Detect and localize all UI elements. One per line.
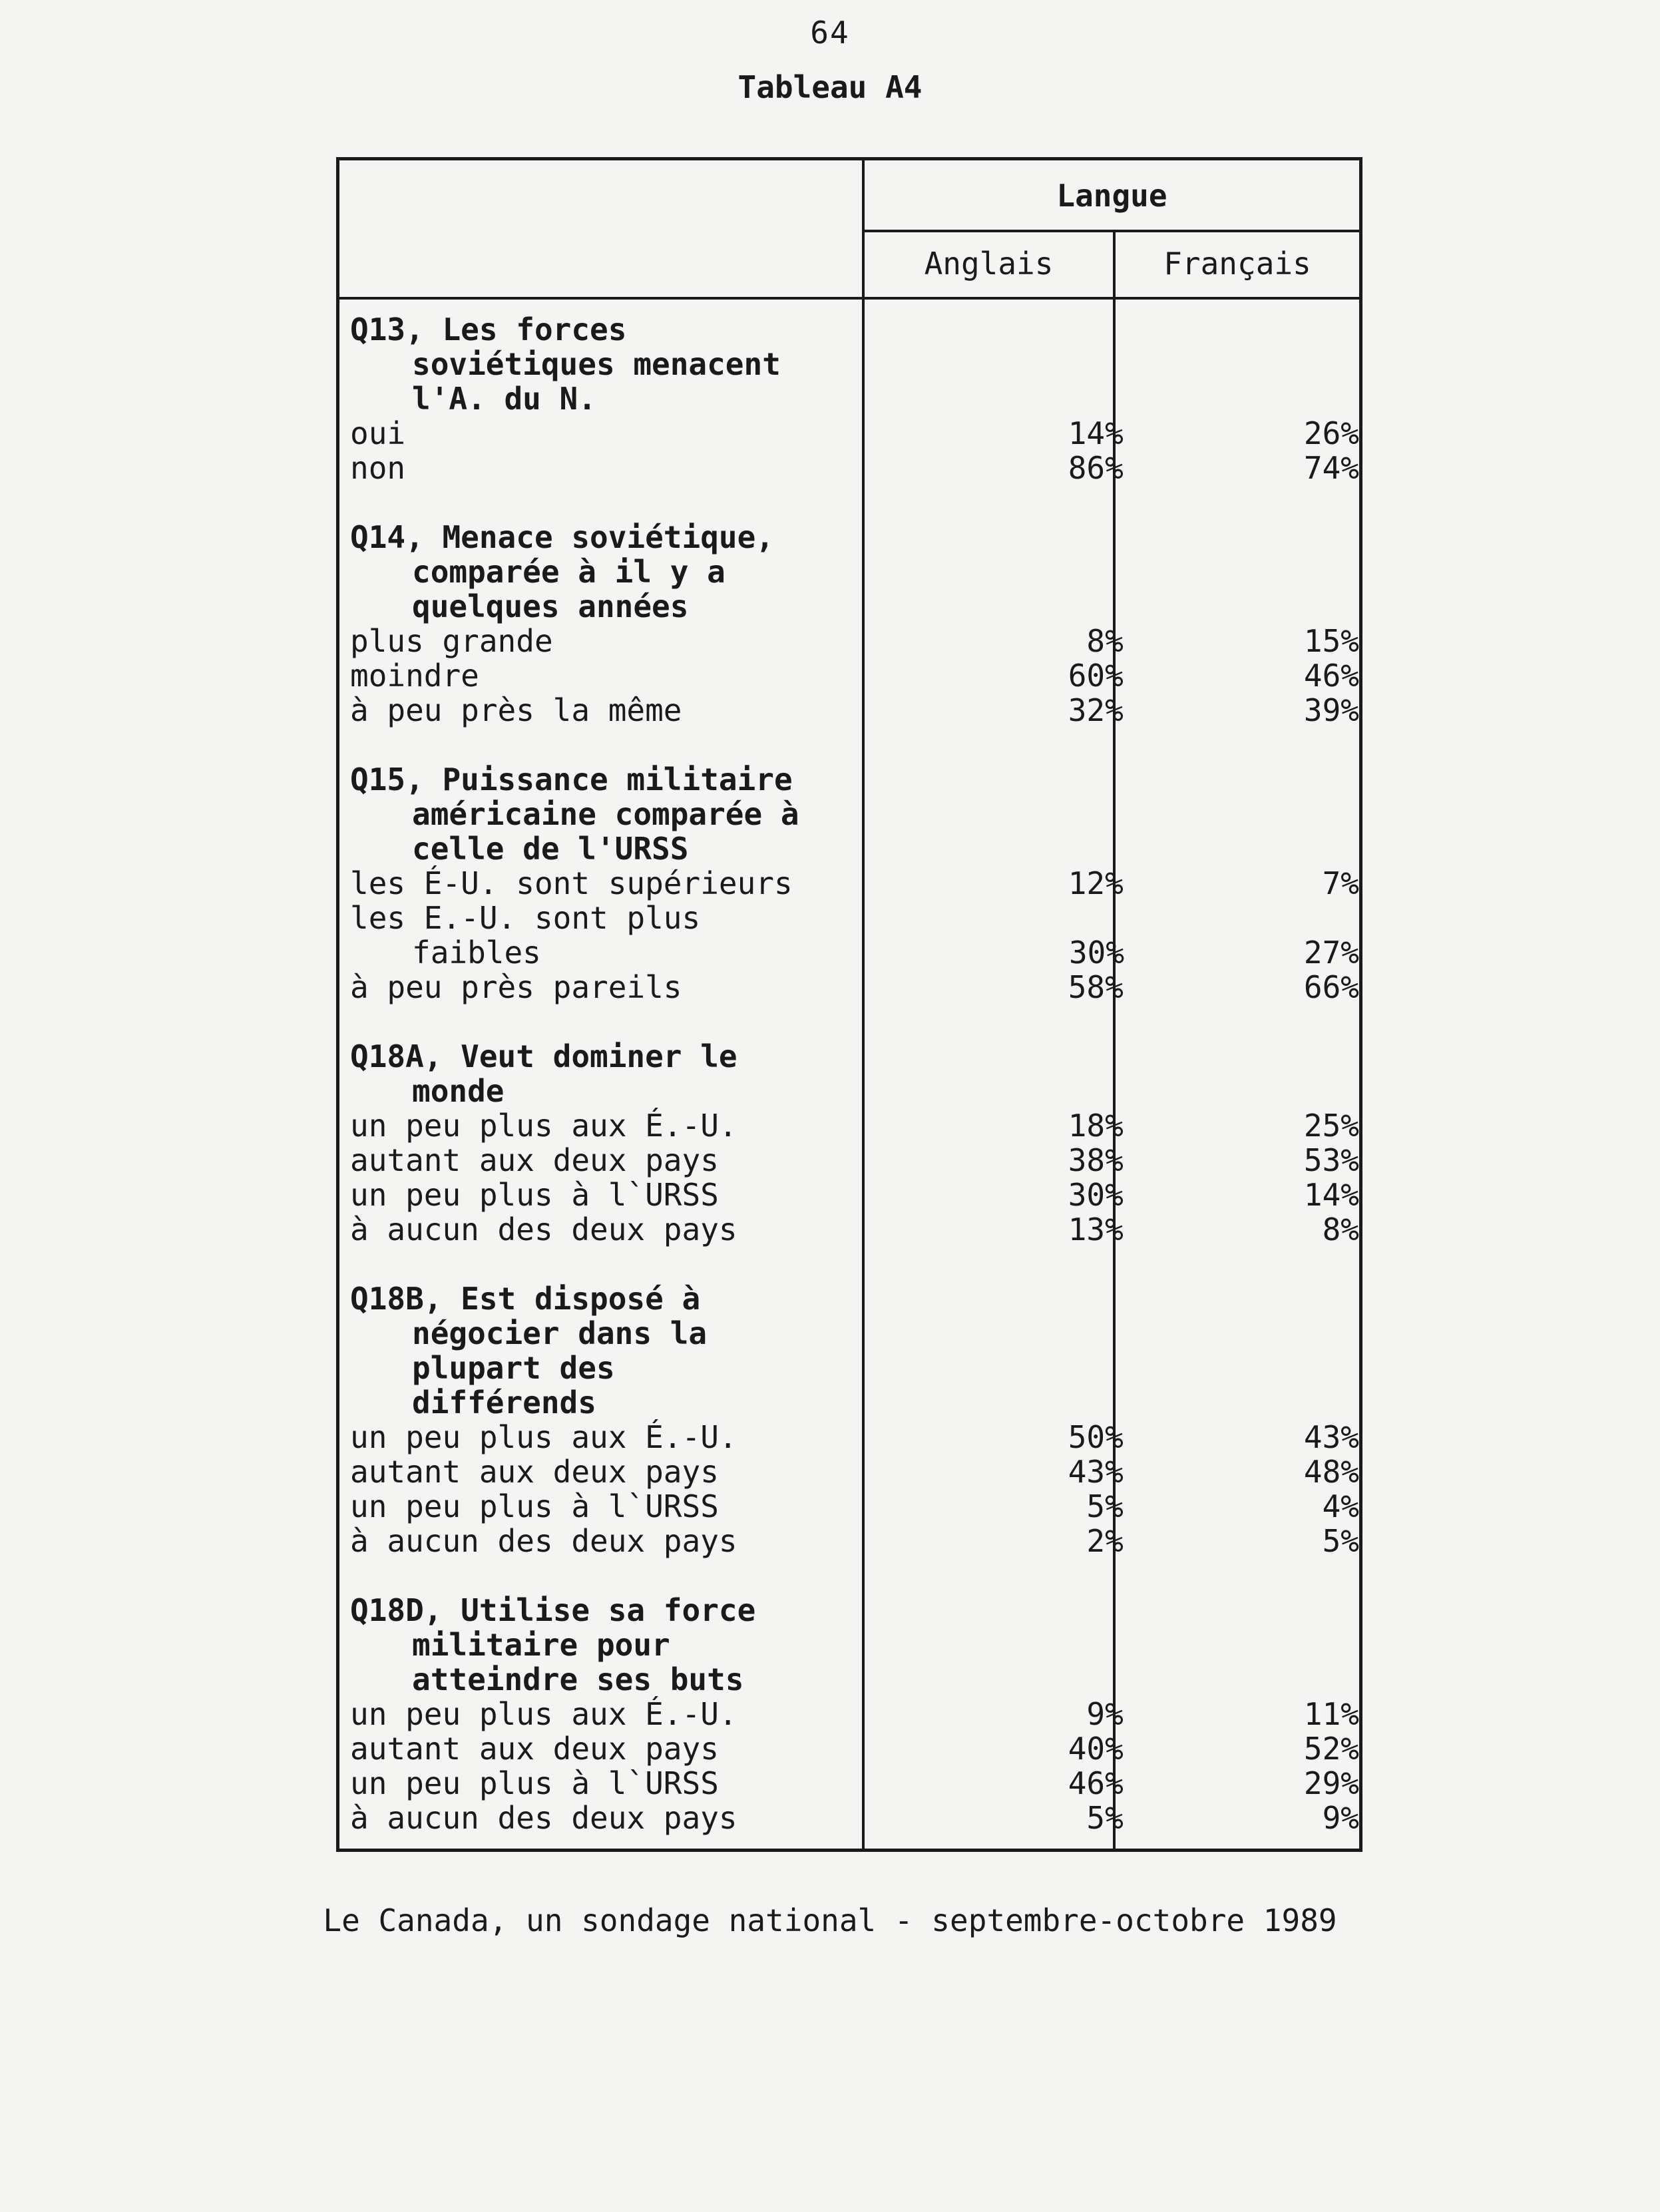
- row-label: Q13, Les forces: [350, 312, 627, 347]
- value-anglais: 38%: [1068, 1142, 1124, 1178]
- value-francais: [1124, 1628, 1359, 1662]
- value-francais: [1124, 347, 1359, 381]
- value-francais: [1124, 1593, 1359, 1628]
- value-francais: 46%: [1303, 658, 1359, 694]
- value-anglais: 32%: [1068, 692, 1124, 728]
- value-anglais: 5%: [1086, 1800, 1124, 1836]
- value-anglais: [836, 1351, 1124, 1385]
- row-label: plus grande: [350, 623, 553, 659]
- question-line: [350, 312, 1359, 347]
- value-francais: 48%: [1303, 1454, 1359, 1490]
- answer-row: [350, 1454, 1359, 1489]
- survey-table: [336, 157, 1362, 1852]
- value-anglais: 14%: [1068, 415, 1124, 451]
- value-francais: [1124, 831, 1359, 866]
- section-spacer: [350, 1247, 1359, 1281]
- table-body: [350, 312, 1359, 1835]
- row-label: plupart des: [412, 1350, 615, 1386]
- value-anglais: [834, 901, 1124, 935]
- question-line: [350, 381, 1359, 416]
- header-divider: [339, 297, 1359, 300]
- value-anglais: [834, 1039, 1124, 1074]
- header-divider: [862, 230, 1359, 232]
- value-anglais: 60%: [1068, 658, 1124, 694]
- question-line: [350, 1593, 1359, 1628]
- value-francais: 52%: [1303, 1731, 1359, 1767]
- row-label: un peu plus aux É.-U.: [350, 1108, 737, 1144]
- value-francais: 74%: [1303, 450, 1359, 486]
- question-line: [350, 831, 1359, 866]
- value-francais: 8%: [1322, 1212, 1359, 1247]
- row-label: à peu près pareils: [350, 969, 682, 1005]
- value-anglais: 86%: [1068, 450, 1124, 486]
- question-line: [350, 1385, 1359, 1420]
- value-anglais: 13%: [1068, 1212, 1124, 1247]
- answer-row: [350, 1697, 1359, 1731]
- answer-row: [350, 1178, 1359, 1212]
- value-francais: 11%: [1303, 1696, 1359, 1732]
- row-label: oui: [350, 415, 406, 451]
- value-anglais: 12%: [1068, 865, 1124, 901]
- question-line: [350, 1281, 1359, 1316]
- row-label: Q18A, Veut dominer le: [350, 1038, 737, 1074]
- row-label: militaire pour: [412, 1627, 670, 1663]
- row-label: soviétiques menacent: [412, 346, 781, 382]
- row-label: à aucun des deux pays: [350, 1212, 737, 1247]
- value-anglais: [836, 1385, 1124, 1420]
- answer-row: [350, 1766, 1359, 1801]
- row-label: un peu plus aux É.-U.: [350, 1419, 737, 1455]
- value-francais: 43%: [1303, 1419, 1359, 1455]
- answer-row: [350, 935, 1359, 970]
- value-francais: [1124, 797, 1359, 831]
- question-line: [350, 554, 1359, 589]
- value-anglais: 30%: [1068, 935, 1125, 971]
- question-line: [350, 762, 1359, 797]
- value-anglais: 5%: [1086, 1488, 1124, 1524]
- section-spacer: [350, 728, 1359, 762]
- question-line: [350, 520, 1359, 554]
- row-label: moindre: [350, 658, 479, 694]
- row-label: un peu plus aux É.-U.: [350, 1696, 737, 1732]
- row-label: quelques années: [412, 588, 689, 624]
- value-francais: 9%: [1322, 1800, 1359, 1836]
- row-label: à aucun des deux pays: [350, 1523, 737, 1559]
- row-label: monde: [412, 1073, 505, 1109]
- row-label: celle de l'URSS: [412, 831, 689, 867]
- value-francais: 7%: [1322, 865, 1359, 901]
- row-label: autant aux deux pays: [350, 1142, 719, 1178]
- value-francais: 66%: [1303, 969, 1359, 1005]
- row-label: à aucun des deux pays: [350, 1800, 737, 1836]
- value-anglais: [834, 1281, 1124, 1316]
- value-francais: [1124, 554, 1359, 589]
- value-anglais: 30%: [1068, 1177, 1124, 1213]
- row-label: Q15, Puissance militaire: [350, 762, 793, 797]
- value-francais: [1124, 1385, 1359, 1420]
- value-anglais: [834, 520, 1124, 554]
- value-anglais: 2%: [1086, 1523, 1124, 1559]
- row-label: différends: [412, 1385, 596, 1421]
- value-francais: [1124, 762, 1359, 797]
- question-line: [350, 1662, 1359, 1697]
- row-label: Q18D, Utilise sa force: [350, 1592, 756, 1628]
- row-label: un peu plus à l`URSS: [350, 1488, 719, 1524]
- column-group-header: Langue: [1056, 178, 1167, 214]
- row-label: les E.-U. sont plus: [350, 900, 701, 936]
- question-line: [350, 1316, 1359, 1351]
- value-francais: 29%: [1303, 1765, 1359, 1801]
- value-francais: [1124, 381, 1359, 416]
- value-anglais: [836, 797, 1124, 831]
- answer-row: [350, 1489, 1359, 1524]
- value-francais: 5%: [1322, 1523, 1359, 1559]
- value-anglais: 43%: [1068, 1454, 1124, 1490]
- value-francais: [1124, 312, 1359, 347]
- page-number: 64: [810, 15, 850, 51]
- question-line: [350, 1074, 1359, 1108]
- value-anglais: [834, 762, 1124, 797]
- value-anglais: [836, 1074, 1124, 1108]
- row-label: un peu plus à l`URSS: [350, 1177, 719, 1213]
- row-label: l'A. du N.: [412, 381, 596, 417]
- answer-row: [350, 624, 1359, 658]
- question-line: [350, 589, 1359, 624]
- answer-row: [350, 1731, 1359, 1766]
- value-francais: [1124, 1074, 1359, 1108]
- answer-row: [350, 1108, 1359, 1143]
- value-anglais: 8%: [1086, 623, 1124, 659]
- value-anglais: [836, 554, 1124, 589]
- value-francais: 15%: [1303, 623, 1359, 659]
- row-label: américaine comparée à: [412, 796, 799, 832]
- question-line: [350, 1628, 1359, 1662]
- answer-row: [350, 1801, 1359, 1835]
- question-line: [350, 1351, 1359, 1385]
- row-label: autant aux deux pays: [350, 1731, 719, 1767]
- row-label: comparée à il y a: [412, 554, 726, 590]
- value-francais: [1124, 1281, 1359, 1316]
- answer-row: [350, 1420, 1359, 1454]
- answer-row: [350, 901, 1359, 935]
- value-anglais: [834, 1593, 1124, 1628]
- answer-row: [350, 451, 1359, 485]
- value-anglais: 50%: [1068, 1419, 1124, 1455]
- row-label: à peu près la même: [350, 692, 682, 728]
- row-label: faibles: [412, 935, 541, 971]
- row-label: non: [350, 450, 406, 486]
- row-label: Q18B, Est disposé à: [350, 1281, 701, 1317]
- value-anglais: [836, 589, 1124, 624]
- row-label: atteindre ses buts: [412, 1661, 744, 1697]
- answer-row: [350, 866, 1359, 901]
- value-francais: 14%: [1303, 1177, 1359, 1213]
- row-label: autant aux deux pays: [350, 1454, 719, 1490]
- row-label: un peu plus à l`URSS: [350, 1765, 719, 1801]
- section-spacer: [350, 1004, 1359, 1039]
- value-anglais: [836, 831, 1124, 866]
- value-anglais: [836, 1662, 1124, 1697]
- value-anglais: [834, 312, 1124, 347]
- value-francais: 25%: [1303, 1108, 1359, 1144]
- value-anglais: [836, 1316, 1124, 1351]
- row-label: Q14, Menace soviétique,: [350, 519, 774, 555]
- value-francais: [1124, 1316, 1359, 1351]
- row-label: les É-U. sont supérieurs: [350, 865, 793, 901]
- value-anglais: [836, 347, 1124, 381]
- value-francais: [1124, 520, 1359, 554]
- answer-row: [350, 1212, 1359, 1247]
- answer-row: [350, 970, 1359, 1004]
- table-title: Tableau A4: [737, 69, 923, 105]
- answer-row: [350, 1524, 1359, 1558]
- value-anglais: 58%: [1068, 969, 1124, 1005]
- value-francais: 4%: [1322, 1488, 1359, 1524]
- footer-source: Le Canada, un sondage national - septembre-octobre 1989: [323, 1902, 1337, 1938]
- answer-row: [350, 416, 1359, 451]
- question-line: [350, 797, 1359, 831]
- value-francais: 39%: [1303, 692, 1359, 728]
- section-spacer: [350, 1558, 1359, 1593]
- value-francais: [1124, 1039, 1359, 1074]
- section-spacer: [350, 485, 1359, 520]
- value-anglais: [836, 381, 1124, 416]
- value-anglais: 40%: [1068, 1731, 1124, 1767]
- value-anglais: [836, 1628, 1124, 1662]
- value-francais: 26%: [1303, 415, 1359, 451]
- question-line: [350, 1039, 1359, 1074]
- column-header-anglais: Anglais: [924, 246, 1054, 282]
- value-francais: [1124, 1662, 1359, 1697]
- answer-row: [350, 658, 1359, 693]
- value-francais: [1124, 901, 1359, 935]
- question-line: [350, 347, 1359, 381]
- answer-row: [350, 1143, 1359, 1178]
- row-label: négocier dans la: [412, 1315, 708, 1351]
- value-anglais: 46%: [1068, 1765, 1124, 1801]
- value-francais: [1124, 589, 1359, 624]
- value-francais: [1124, 1351, 1359, 1385]
- value-francais: 27%: [1303, 935, 1359, 971]
- value-anglais: 18%: [1068, 1108, 1124, 1144]
- value-anglais: 9%: [1086, 1696, 1124, 1732]
- column-header-francais: Français: [1163, 246, 1311, 282]
- value-francais: 53%: [1303, 1142, 1359, 1178]
- answer-row: [350, 693, 1359, 728]
